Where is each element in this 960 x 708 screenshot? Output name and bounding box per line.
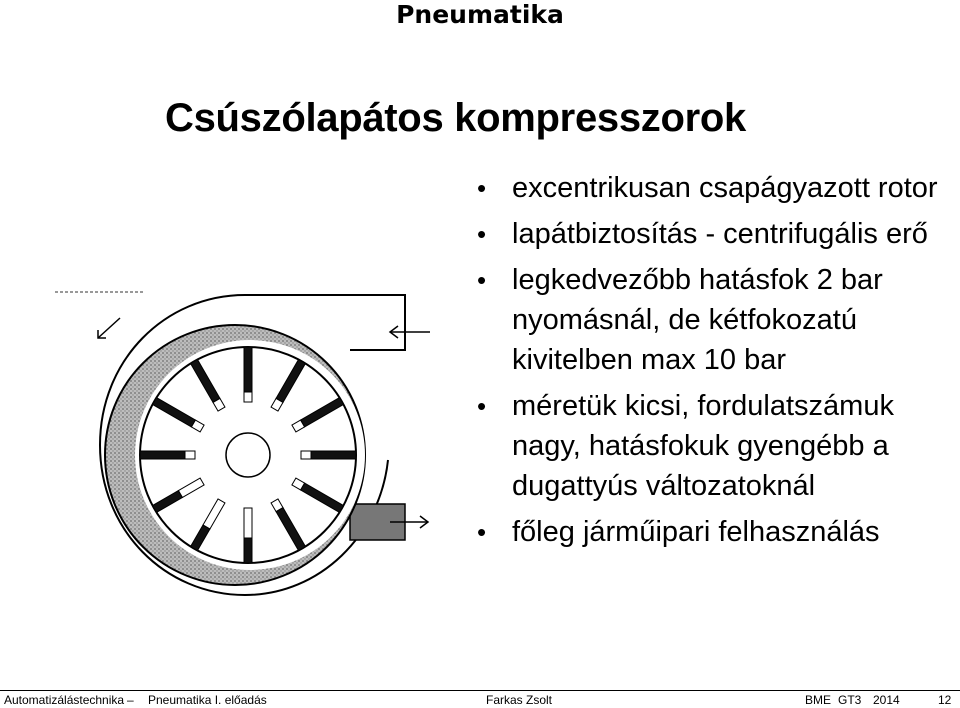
bullet-icon: • (477, 265, 487, 295)
bullet-text: excentrikusan csapágyazott rotor (512, 172, 938, 204)
bullet-item (474, 260, 954, 380)
bullet-icon: • (477, 517, 487, 547)
bullet-icon: • (477, 391, 487, 421)
rotor-hub (226, 433, 270, 477)
bullet-icon: • (477, 219, 487, 249)
bullet-text: lapátbiztosítás - centrifugális erő (512, 218, 928, 250)
bullet-item (474, 386, 954, 506)
rotation-arrow-icon (98, 318, 120, 338)
footer-divider (0, 690, 960, 691)
inlet-arrow-icon (390, 326, 430, 338)
footer-page-number: 12 (938, 693, 952, 707)
bullet-text: legkedvezőbb hatásfok 2 bar nyomásnál, de kétfokozatú kivitelben max 10 bar (512, 264, 883, 376)
bullet-text: méretük kicsi, fordulatszámuk nagy, hatásfokuk gyengébb a dugattyús változatoknál (512, 390, 894, 502)
vane-compressor-diagram (50, 280, 430, 610)
footer-lecture: Pneumatika I. előadás (148, 693, 267, 707)
bullet-item (474, 168, 954, 208)
footer-separator: – (127, 693, 134, 707)
slide-footer (0, 692, 960, 707)
bullet-icon: • (477, 173, 487, 203)
slide-header: Pneumatika (396, 0, 564, 29)
slide-title: Csúszólapátos kompresszorok (165, 96, 746, 140)
footer-group: GT3 (838, 693, 862, 707)
footer-year: 2014 (873, 693, 900, 707)
bullet-item (474, 512, 954, 552)
footer-institution: BME (805, 693, 832, 707)
footer-author: Farkas Zsolt (486, 693, 553, 707)
bullet-list (474, 168, 954, 558)
footer-course: Automatizálástechnika (4, 693, 125, 707)
bullet-item (474, 214, 954, 254)
bullet-text: főleg járműipari felhasználás (512, 516, 880, 548)
